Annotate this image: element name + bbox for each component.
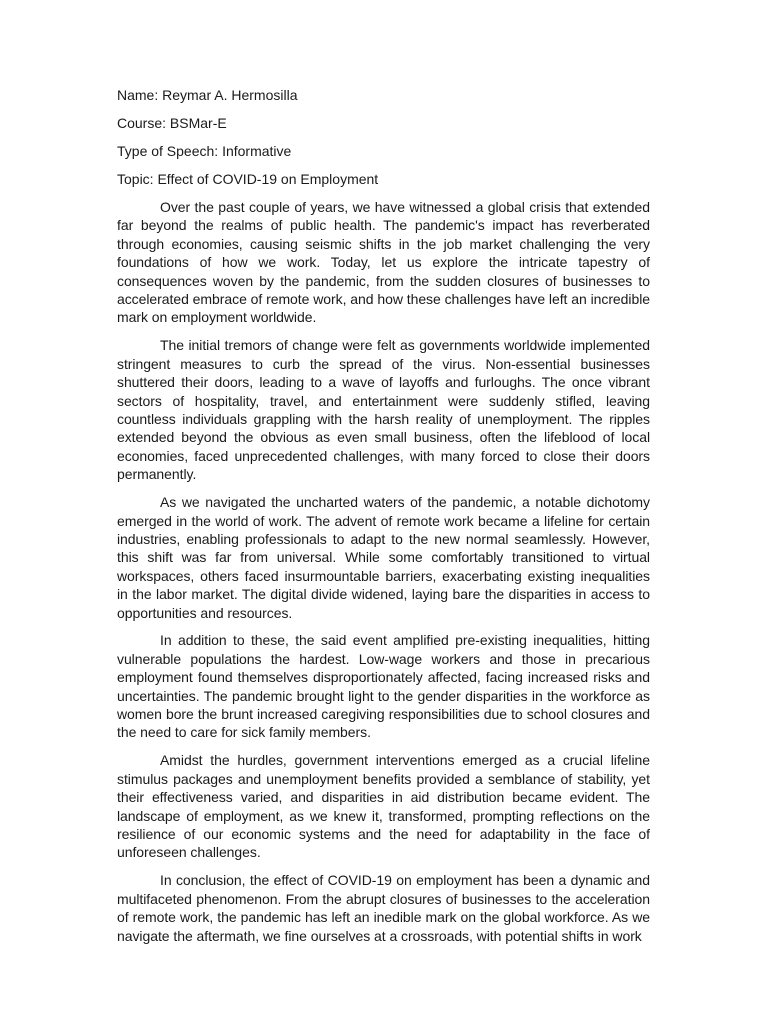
speech-type-value: Informative xyxy=(222,143,292,159)
name-label: Name: xyxy=(117,87,159,103)
paragraph-government-interventions: Amidst the hurdles, government interventions emerged as a crucial lifeline stimulus packages and unemployment benefits provided a semblance of stability, yet their effectiveness varied, and disparities in aid distribution became evident. The landscape of employment, as we knew it, transformed, prompting reflections on the resilience of our economic systems and the need for adaptability in the face of unforeseen challenges. xyxy=(117,752,650,861)
paragraph-conclusion: In conclusion, the effect of COVID-19 on employment has been a dynamic and multifaceted phenomenon. From the abrupt closures of businesses to the acceleration of remote work, the pandemic has left an inedible mark on the global workforce. As we navigate the aftermath, we fine ourselves at a crossroads, with potential shifts in work xyxy=(117,872,650,944)
paragraph-introduction: Over the past couple of years, we have witnessed a global crisis that extended far beyond the realms of public health. The pandemic's impact has reverberated through economies, causing seismic shifts in the job market challenging the very foundations of how we work. Today, let us explore the intricate tapestry of consequences woven by the pandemic, from the sudden closures of businesses to accelerated embrace of remote work, and how these challenges have left an incredible mark on employment worldwide. xyxy=(117,199,650,326)
course-label: Course: xyxy=(117,115,167,131)
course-line xyxy=(117,114,650,133)
speech-type-label: Type of Speech: xyxy=(117,143,219,159)
topic-value: Effect of COVID-19 on Employment xyxy=(157,171,379,187)
topic-line xyxy=(117,170,650,189)
paragraph-inequalities: In addition to these, the said event amplified pre-existing inequalities, hitting vulnerable populations the hardest. Low-wage workers and those in precarious employment found themselves disproportionately affected, facing increased risks and uncertainties. The pandemic brought light to the gender disparities in the workforce as women bore the brunt increased caregiving responsibilities due to school closures and the need to care for sick family members. xyxy=(117,632,650,741)
paragraph-remote-work: As we navigated the uncharted waters of the pandemic, a notable dichotomy emerged in the world of work. The advent of remote work became a lifeline for certain industries, enabling professionals to adapt to the new normal seamlessly. However, this shift was far from universal. While some comfortably transitioned to virtual workspaces, others faced insurmountable barriers, exacerbating existing inequalities in the labor market. The digital divide widened, laying bare the disparities in access to opportunities and resources. xyxy=(117,494,650,621)
paragraph-initial-tremors: The initial tremors of change were felt as governments worldwide implemented stringent measures to curb the spread of the virus. Non-essential businesses shuttered their doors, leading to a wave of layoffs and furloughs. The once vibrant sectors of hospitality, travel, and entertainment were suddenly stifled, leaving countless individuals grappling with the harsh reality of unemployment. The ripples extended beyond the obvious as even small business, often the lifeblood of local economies, faced unprecedented challenges, with many forced to close their doors permanently. xyxy=(117,337,650,483)
course-value: BSMar-E xyxy=(169,115,227,131)
document-body xyxy=(117,86,650,954)
name-line xyxy=(117,86,650,105)
name-value: Reymar A. Hermosilla xyxy=(162,87,298,103)
speech-type-line xyxy=(117,142,650,161)
topic-label: Topic: xyxy=(117,171,154,187)
